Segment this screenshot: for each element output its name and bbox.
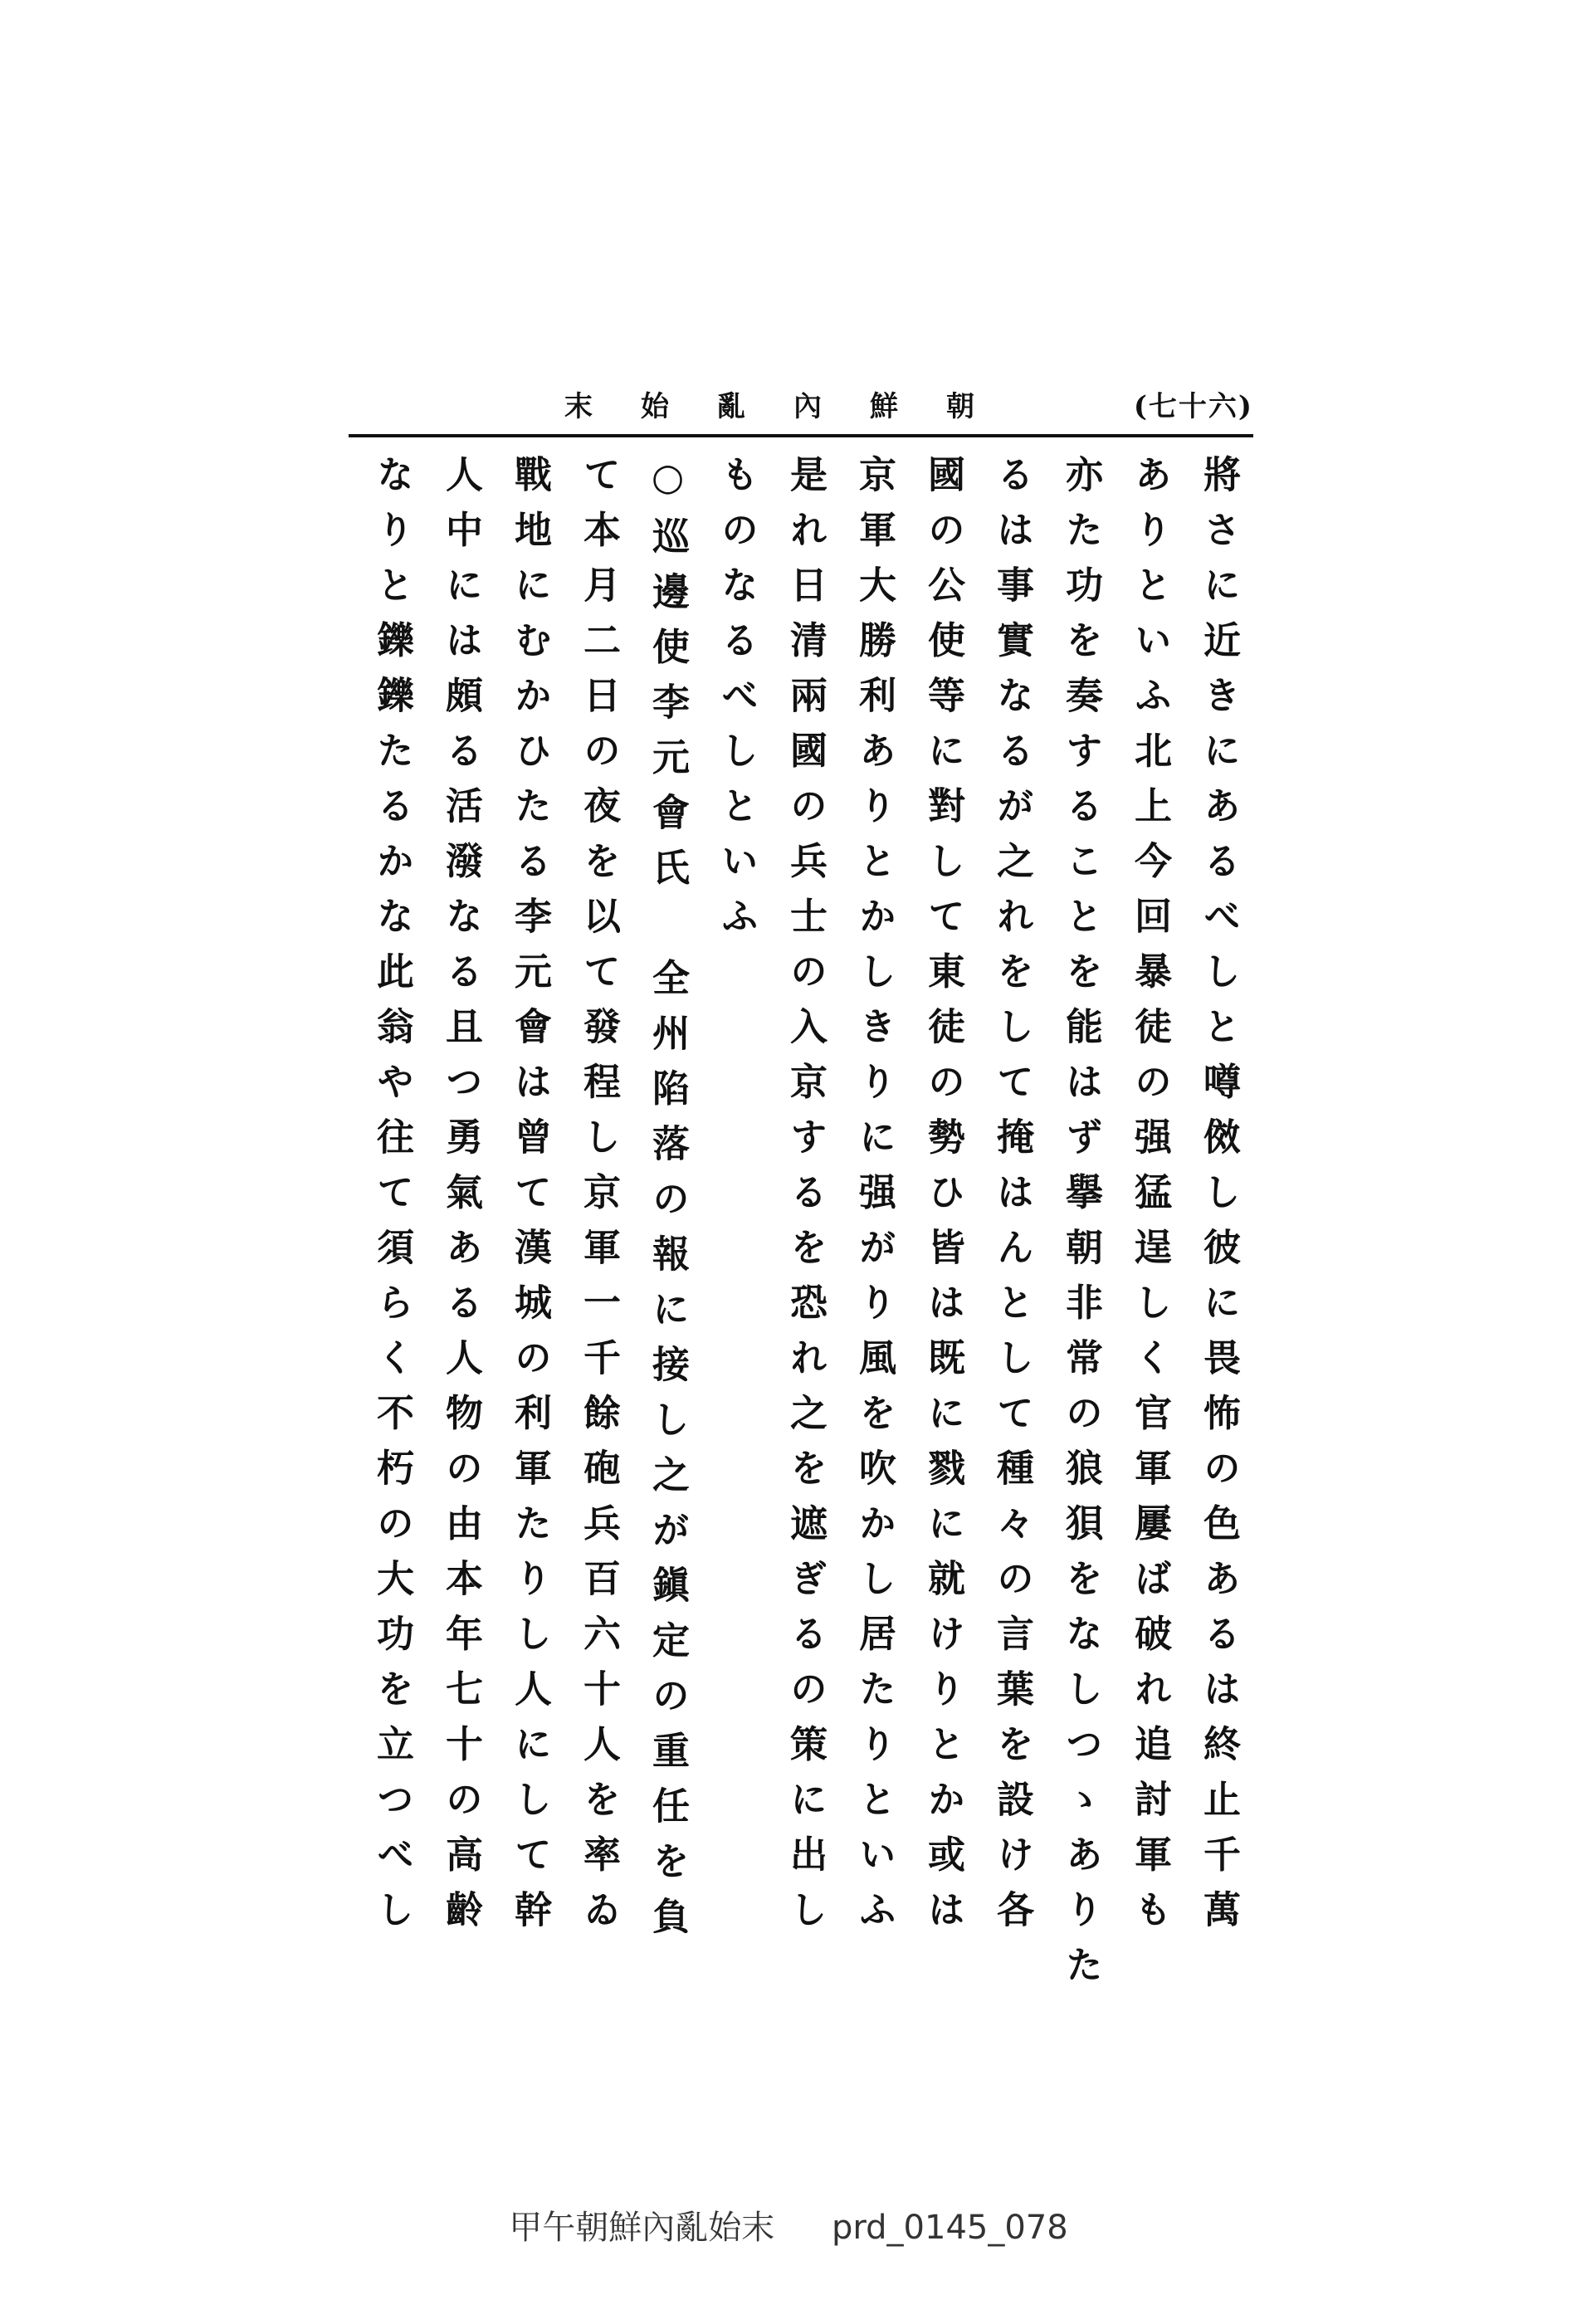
text-column: 是れ日清兩國の兵士の入京するを恐れ之を遮ぎるの策に出し xyxy=(784,455,828,1946)
text-column: ありといふ北上今回暴徒の强猛逞しく官軍屢ば破れ追討軍も xyxy=(1128,455,1172,1946)
text-column: るは事實なるが之れをして掩はんとして種々の言葉を設け各 xyxy=(990,455,1034,1946)
text-column: ものなるべしといふ xyxy=(715,455,759,952)
text-column: ○巡邊使李元會氏 全州陷落の報に接し之が鎭定の重任を負 xyxy=(646,455,690,1952)
text-column: 京軍大勝利ありとかしきりに强がり風を吹かし居たりといふ xyxy=(852,455,896,1946)
footer-caption xyxy=(0,2201,1577,2248)
running-header xyxy=(349,383,1253,430)
text-column: 戰地にむかひたる李元會は曾て漢城の利軍たりし人にして幹 xyxy=(508,455,552,1946)
footer-image-id: prd_0145_078 xyxy=(832,2209,1068,2247)
vertical-text-block xyxy=(324,455,1253,2000)
running-title: 朝鮮內亂始末 xyxy=(564,390,1023,423)
text-column: 人中には頗る活潑なる且つ勇氣ある人物の由本年七十の高齡 xyxy=(439,455,483,1946)
text-column: て本月二日の夜を以て發程し京軍一千餘砲兵百六十人を率ゐ xyxy=(577,455,621,1946)
footer-book-title: 甲午朝鮮內亂始末 xyxy=(509,2209,775,2247)
page-number-label: (七十六) xyxy=(1133,390,1253,423)
text-column: 國の公使等に對して東徒の勢ひ皆は既に戮に就けりとか或は xyxy=(921,455,965,1946)
text-column: 亦た功を奏することを能はず擧朝非常の狼狽をなしつゝありた xyxy=(1059,455,1103,2000)
text-column: 將さに近きにあるべしと噂傚し彼に畏怖の色あるは終止千萬 xyxy=(1197,455,1241,1946)
header-rule xyxy=(349,434,1253,437)
text-column: なりと鑠鑠たるかな此翁や往て須らく不朽の大功を立つべし xyxy=(370,455,414,1946)
